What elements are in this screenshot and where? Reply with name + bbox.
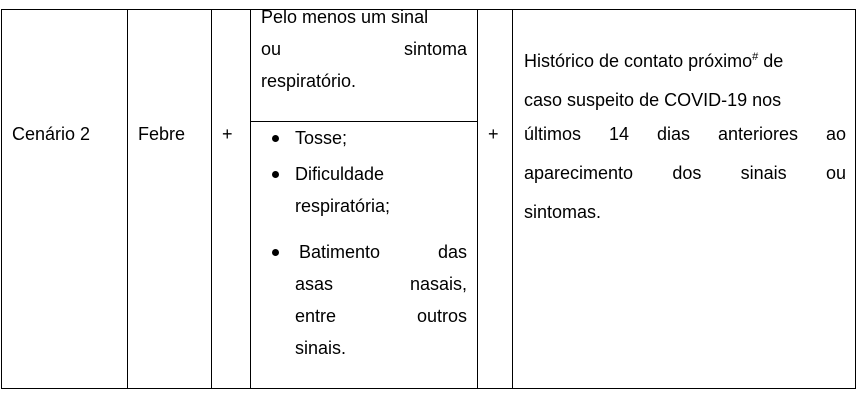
resp-header-line1: Pelo menos um sinal: [261, 7, 429, 27]
bullet-dot-icon: [272, 171, 279, 178]
history-line4: aparecimento dos sinais ou: [524, 163, 846, 183]
bullet-line: entre outros: [295, 306, 467, 326]
history-line1-end: de: [758, 51, 784, 71]
column-divider-3: [250, 9, 251, 389]
history-footnote-mark: #: [752, 51, 759, 63]
resp-header-line3: respiratório.: [261, 71, 357, 91]
resp-header-word-sintoma: sintoma: [403, 39, 467, 59]
resp-header-line2: [261, 33, 467, 65]
bullet-line: Batimento das: [299, 242, 467, 262]
column-divider-1: [127, 9, 128, 389]
history-line5: sintomas.: [524, 202, 602, 222]
symptom-fever: Febre: [138, 124, 186, 144]
history-line1-main: Histórico de contato próximo: [524, 51, 753, 71]
column-divider-2: [211, 9, 212, 389]
resp-header-word-ou: ou: [261, 39, 282, 59]
history-line3: últimos 14 dias anteriores ao: [524, 124, 846, 144]
scenario-label: Cenário 2: [12, 124, 91, 144]
bullet-dot-icon: [272, 249, 279, 256]
bullet-dot-icon: [272, 135, 279, 142]
bullet-line: Dificuldade: [295, 164, 385, 184]
history-line1: [524, 45, 783, 77]
bullet-line: Tosse;: [295, 128, 348, 148]
column-divider-4: [477, 9, 478, 389]
row-divider-respiratory: [250, 121, 477, 122]
plus-sign-1: +: [222, 124, 233, 144]
bullet-line: asas nasais,: [295, 274, 467, 294]
plus-sign-2: +: [488, 124, 499, 144]
history-line2: caso suspeito de COVID-19 nos: [524, 90, 782, 110]
column-divider-5: [512, 9, 513, 389]
bullet-line: sinais.: [295, 338, 347, 358]
bullet-line: respiratória;: [295, 196, 391, 216]
